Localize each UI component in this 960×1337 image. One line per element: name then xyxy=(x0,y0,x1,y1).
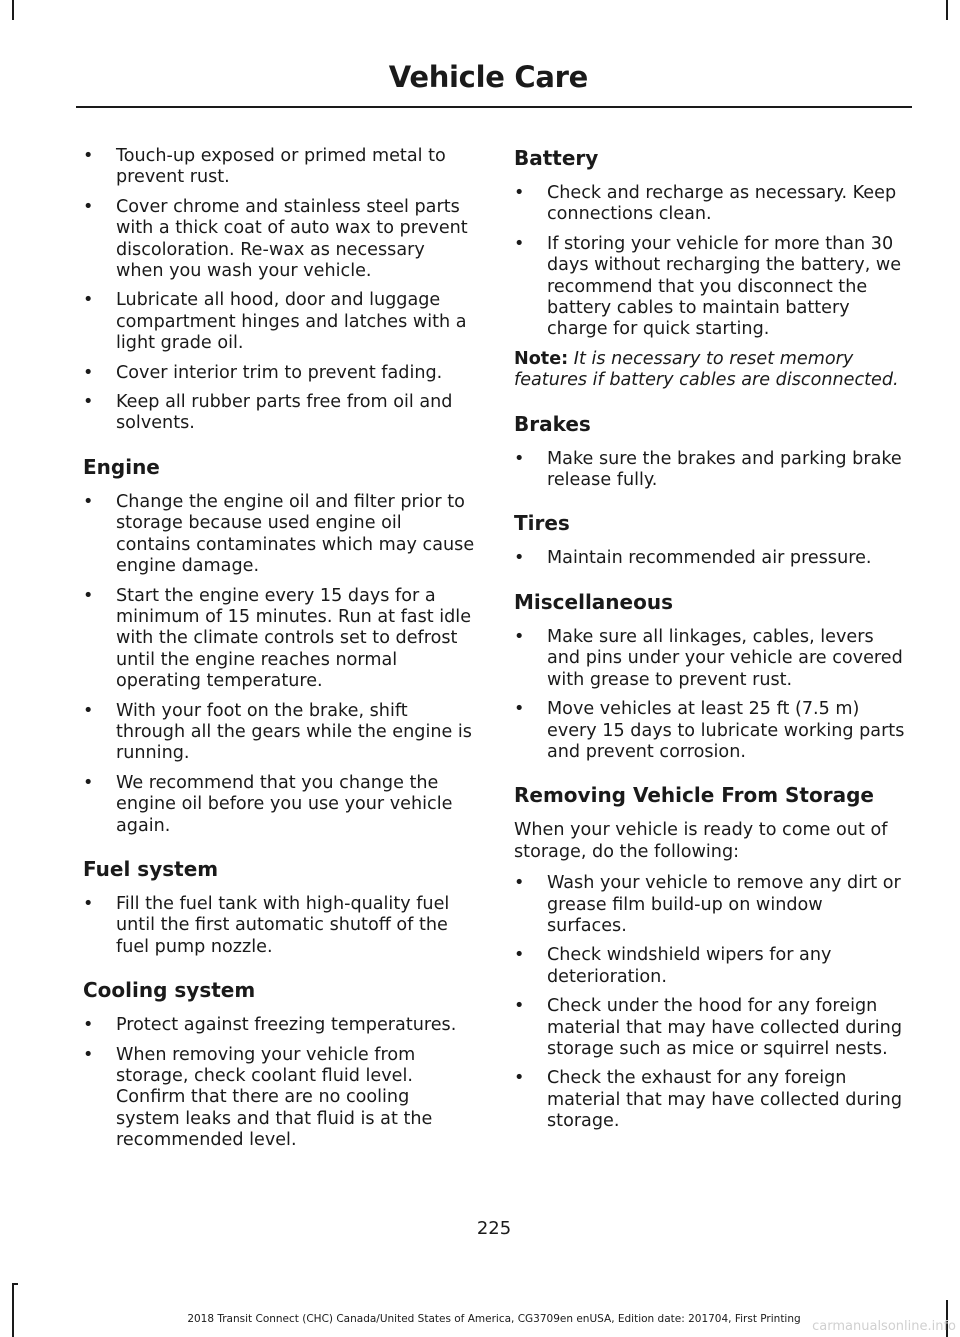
list-item: • Start the engine every 15 days for a minimum of 15 minutes. Run at fast idle with the climate controls set to defrost until the engine reaches normal operating temperature. xyxy=(83,585,472,692)
bullet: • xyxy=(83,700,94,721)
miscellaneous-list xyxy=(514,627,908,763)
section-heading-engine: Engine xyxy=(83,454,160,479)
storage-prep-list xyxy=(83,146,477,435)
list-item: • Wash your vehicle to remove any dirt or grease film build-up on window surfaces. xyxy=(514,873,901,936)
footer-edition-info: 2018 Transit Connect (CHC) Canada/United States of America, CG3709en enUSA, Edition date: 201704, First Printing xyxy=(187,1313,801,1325)
list-item: • Change the engine oil and filter prior to storage because used engine oil contains contaminates which may cause engine damage. xyxy=(83,491,475,577)
crop-mark-top-right-vertical xyxy=(946,0,948,20)
battery-list xyxy=(514,183,908,341)
left-column xyxy=(83,146,477,1160)
bullet: • xyxy=(83,1044,94,1065)
list-item: • Cover chrome and stainless steel parts with a thick coat of auto wax to prevent discoloration. Re-wax as necessary when you wash your vehicle. xyxy=(83,196,468,282)
removing-list xyxy=(514,873,908,1132)
list-item: • With your foot on the brake, shift through all the gears while the engine is running. xyxy=(83,700,472,764)
removing-intro: When your vehicle is ready to come out of storage, do the following: xyxy=(514,820,888,862)
bullet: • xyxy=(514,448,525,469)
right-column xyxy=(514,146,908,1141)
list-item: • Lubricate all hood, door and luggage compartment hinges and latches with a light grade oil. xyxy=(83,290,467,354)
bullet: • xyxy=(514,996,525,1017)
battery-note xyxy=(514,349,908,392)
brakes-list xyxy=(514,449,908,492)
list-item: • Check and recharge as necessary. Keep connections clean. xyxy=(514,183,897,225)
bullet: • xyxy=(83,491,94,512)
tires-list xyxy=(514,548,908,569)
bullet: • xyxy=(514,183,525,203)
engine-list xyxy=(83,492,477,837)
bullet: • xyxy=(83,196,94,217)
section-heading-battery: Battery xyxy=(514,146,599,170)
list-item: • If storing your vehicle for more than 30 days without recharging the battery, we recommend that you disconnect the battery cables to maintain battery charge for quick starting. xyxy=(514,233,902,340)
section-heading-tires: Tires xyxy=(514,511,570,536)
bullet: • xyxy=(83,362,94,383)
crop-mark-top-left-vertical xyxy=(12,0,14,20)
bullet: • xyxy=(514,548,525,569)
list-item: • Check the exhaust for any foreign material that may have collected during storage. xyxy=(514,1068,902,1132)
note-text: It is necessary to reset memory features if battery cables are disconnected. xyxy=(514,348,899,391)
page-number: 225 xyxy=(476,1218,512,1239)
bullet: • xyxy=(514,626,525,647)
bullet: • xyxy=(514,699,525,720)
section-heading-miscellaneous: Miscellaneous xyxy=(514,589,673,614)
page-title: Vehicle Care xyxy=(388,60,588,94)
bullet: • xyxy=(514,945,525,966)
list-item: • Make sure all linkages, cables, levers and pins under your vehicle are covered with grease to prevent rust. xyxy=(514,626,903,690)
list-item: • When removing your vehicle from storage, check coolant fluid level. Confirm that there are no cooling system leaks and that fluid is at the recommended level. xyxy=(83,1044,433,1151)
bullet: • xyxy=(514,873,525,894)
bullet: • xyxy=(83,1015,94,1036)
bullet: • xyxy=(514,1068,525,1089)
list-item: • We recommend that you change the engine oil before you use your vehicle again. xyxy=(83,772,453,836)
cooling-system-list xyxy=(83,1015,477,1151)
note-label: Note: xyxy=(514,348,569,369)
bullet: • xyxy=(514,233,525,254)
watermark: carmanualsonline.info xyxy=(812,1319,956,1334)
list-item: • Cover interior trim to prevent fading. xyxy=(83,362,443,383)
list-item: • Make sure the brakes and parking brake release fully. xyxy=(514,448,902,491)
list-item: • Fill the fuel tank with high-quality fuel until the first automatic shutoff of the fuel pump nozzle. xyxy=(83,893,450,957)
section-heading-fuel-system: Fuel system xyxy=(83,856,219,881)
section-heading-brakes: Brakes xyxy=(514,411,591,436)
list-item: • Check windshield wipers for any deterioration. xyxy=(514,945,832,987)
bullet: • xyxy=(83,290,94,311)
list-item: • Protect against freezing temperatures. xyxy=(83,1015,457,1036)
list-item: • Maintain recommended air pressure. xyxy=(514,548,872,569)
fuel-system-list xyxy=(83,894,477,958)
list-item: • Keep all rubber parts free from oil and solvents. xyxy=(83,392,453,434)
list-item: • Check under the hood for any foreign material that may have collected during storage such as mice or squirrel nests. xyxy=(514,996,902,1059)
bullet: • xyxy=(83,893,94,914)
header-rule xyxy=(76,106,912,108)
list-item: • Move vehicles at least 25 ft (7.5 m) every 15 days to lubricate working parts and prevent corrosion. xyxy=(514,699,905,762)
bullet: • xyxy=(83,392,94,413)
crop-mark-bottom-left-frame xyxy=(12,1283,14,1337)
bullet: • xyxy=(83,146,94,166)
bullet: • xyxy=(83,585,94,606)
list-item: • Touch-up exposed or primed metal to prevent rust. xyxy=(83,146,446,188)
section-heading-removing-vehicle: Removing Vehicle From Storage xyxy=(514,783,874,808)
bullet: • xyxy=(83,772,94,793)
section-heading-cooling-system: Cooling system xyxy=(83,978,256,1003)
crop-mark-bottom-left-frame-base xyxy=(12,1283,18,1285)
